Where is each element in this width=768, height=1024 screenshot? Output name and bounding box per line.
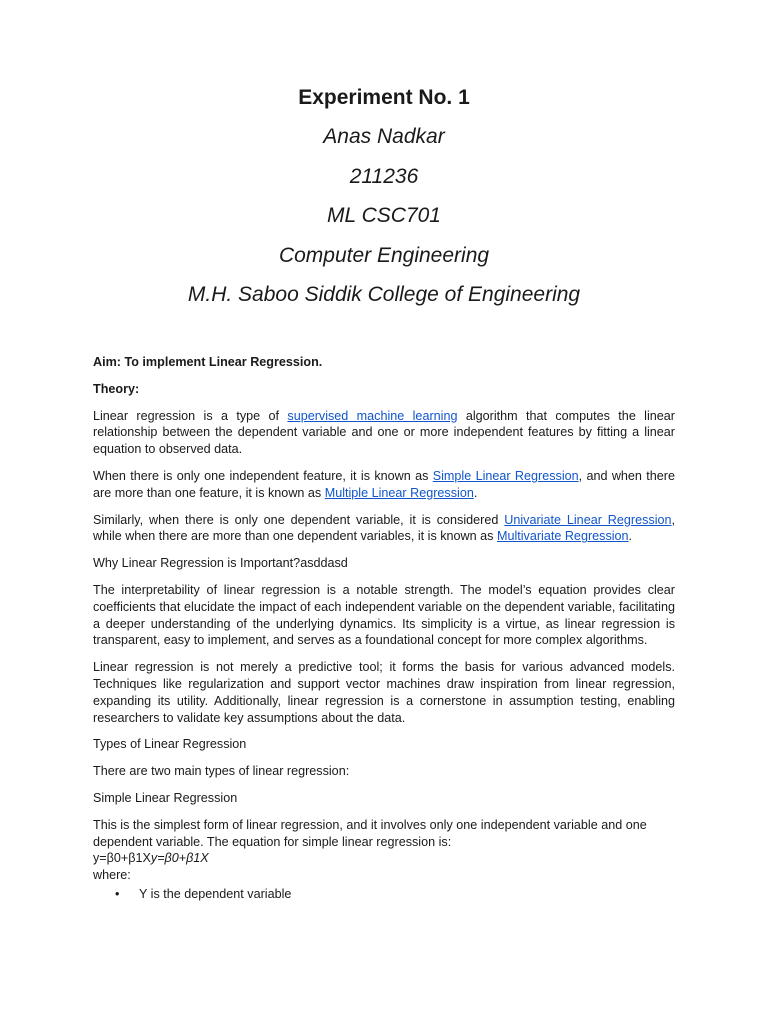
list-item <box>93 886 675 903</box>
document-body <box>93 354 675 903</box>
link-simple-linear-regression[interactable]: Simple Linear Regression <box>432 468 579 483</box>
simple-heading: Simple Linear Regression <box>93 790 238 805</box>
paragraph-text: , and when there are more than one feature, it is known as <box>93 468 675 500</box>
equation-plain: y=β0+β1X <box>93 851 151 866</box>
equation-line <box>93 850 675 867</box>
bullet-icon: • <box>115 886 120 901</box>
where-label: where: <box>93 868 131 883</box>
why-heading: Why Linear Regression is Important?asddasd <box>93 556 348 571</box>
link-multivariate-regression[interactable]: Multivariate Regression <box>496 529 629 544</box>
paragraph-text: Similarly, when there is only one dependent variable, it is considered <box>93 512 505 527</box>
paragraph-simple-description: This is the simplest form of linear regression, and it involves only one independent variable and one dependent variable. The equation for simple linear regression is: <box>93 817 647 849</box>
types-heading: Types of Linear Regression <box>93 737 247 752</box>
course-code: ML CSC701 <box>326 204 441 227</box>
equation-italic: y=β0+β1X <box>150 851 209 866</box>
variable-list <box>93 886 675 903</box>
college-name: M.H. Saboo Siddik College of Engineering <box>187 283 581 306</box>
paragraph-definition <box>93 408 675 458</box>
link-multiple-linear-regression[interactable]: Multiple Linear Regression <box>324 485 474 500</box>
paragraph-text: . <box>628 529 633 544</box>
link-univariate-linear-regression[interactable]: Univariate Linear Regression <box>504 512 672 527</box>
paragraph-univariate-multivariate <box>93 512 675 546</box>
paragraph-text: . <box>473 485 478 500</box>
paragraph-simple-multiple <box>93 468 675 502</box>
department: Computer Engineering <box>278 243 490 267</box>
roll-number: 211236 <box>349 164 419 188</box>
student-name: Anas Nadkar <box>323 125 445 148</box>
paragraph-text: Linear regression is a type of <box>93 408 288 423</box>
paragraph-text: , while when there are more than one dependent variables, it is known as <box>93 512 675 544</box>
list-item-text: Y is the dependent variable <box>139 886 292 901</box>
aim-heading: Aim: To implement Linear Regression. <box>93 355 323 369</box>
paragraph-text: algorithm that computes the linear relationship between the dependent variable and one or more independent features by fitting a linear equation to observed data. <box>93 408 675 457</box>
theory-heading: Theory: <box>93 381 140 396</box>
types-intro: There are two main types of linear regression: <box>93 764 350 779</box>
link-supervised-machine-learning[interactable]: supervised machine learning <box>287 408 458 423</box>
document-header <box>0 84 768 321</box>
experiment-title: Experiment No. 1 <box>298 86 470 109</box>
paragraph-text: When there is only one independent feature, it is known as <box>93 468 433 483</box>
paragraph-advanced-models: Linear regression is not merely a predictive tool; it forms the basis for various advanced models. Techniques like regularization and support vector machines draw inspiration from linear regression, expanding its utility. Additionally, linear regression is a cornerstone in assumption testing, enabling researchers to validate key assumptions about the data. <box>93 660 675 725</box>
paragraph-interpretability: The interpretability of linear regression is a notable strength. The model’s equation provides clear coefficients that elucidate the impact of each independent variable on the dependent variable, facilitating a deeper understanding of the underlying dynamics. Its simplicity is a virtue, as linear regression is transparent, easy to implement, and serves as a foundational concept for more complex algorithms. <box>93 582 675 648</box>
